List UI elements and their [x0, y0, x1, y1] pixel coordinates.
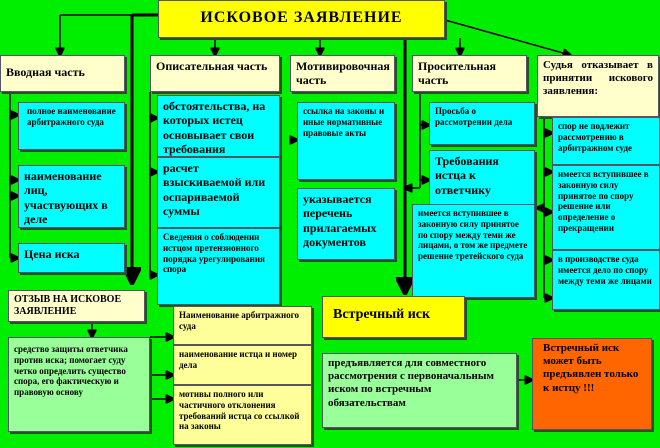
counterclaim-description: предъявляется для совместного рассмотрения с первоначальным иском по встречным обязательствам: [322, 353, 517, 428]
section-petitionary-header: Просительная часть: [412, 55, 527, 92]
intro-item: наименование лиц, участвующих в деле: [18, 165, 125, 228]
descriptive-item: Сведения о соблюдении истцом претензионного порядка урегулирования спора: [157, 228, 280, 305]
review-item: Наименование арбитражного суда: [173, 306, 312, 345]
petitionary-item: имеется вступившее в законную силу принятое по спору между теми же лицами, о том же предмете решение третейского суда: [412, 204, 535, 298]
refusal-reason: в производстве суда имеется дело по спору между теми же лицами: [552, 250, 660, 310]
petitionary-item: Требования истца к ответчику: [429, 150, 535, 205]
review-header: ОТЗЫВ НА ИСКОВОЕ ЗАЯВЛЕНИЕ: [8, 290, 145, 322]
section-descriptive-header: Описательная часть: [150, 55, 280, 92]
review-description: средство защиты ответчика против иска; помогает суду четко определить существо спора, его фактическую и правовую основу: [8, 337, 150, 432]
intro-item: полное наименование арбитражного суда: [18, 102, 125, 150]
section-intro-header: Вводная часть: [0, 55, 125, 92]
section-refusal-header: Судья отказывает в принятии искового заявления:: [537, 55, 659, 117]
petitionary-item: Просьба о рассмотрении дела: [429, 102, 535, 145]
motivational-item: указывается перечень прилагаемых документов: [297, 188, 395, 260]
motivational-item: ссылка на законы и иные нормативные правовые акты: [297, 102, 395, 180]
review-item: мотивы полного или частичного отклонения требований истца со ссылкой на законы: [173, 385, 312, 445]
intro-item: Цена иска: [18, 243, 125, 273]
descriptive-item: расчет взыскиваемой или оспариваемой суммы: [157, 157, 280, 228]
counterclaim-header: Встречный иск: [322, 296, 465, 338]
section-motivational-header: Мотивировочная часть: [290, 55, 395, 92]
counterclaim-note: Встречный иск может быть предъявлен только к истцу !!!: [532, 338, 652, 430]
page-title: ИСКОВОЕ ЗАЯВЛЕНИЕ: [158, 0, 445, 38]
review-item: наименование истца и номер дела: [173, 345, 312, 385]
refusal-reason: имеется вступившее в законную силу принятое по спору решение или определение о прекращении: [552, 165, 660, 250]
refusal-reason: спор не подлежит рассмотрению в арбитражном суде: [552, 117, 660, 165]
descriptive-item: обстоятельства, на которых истец основывает свои требования: [157, 95, 280, 157]
